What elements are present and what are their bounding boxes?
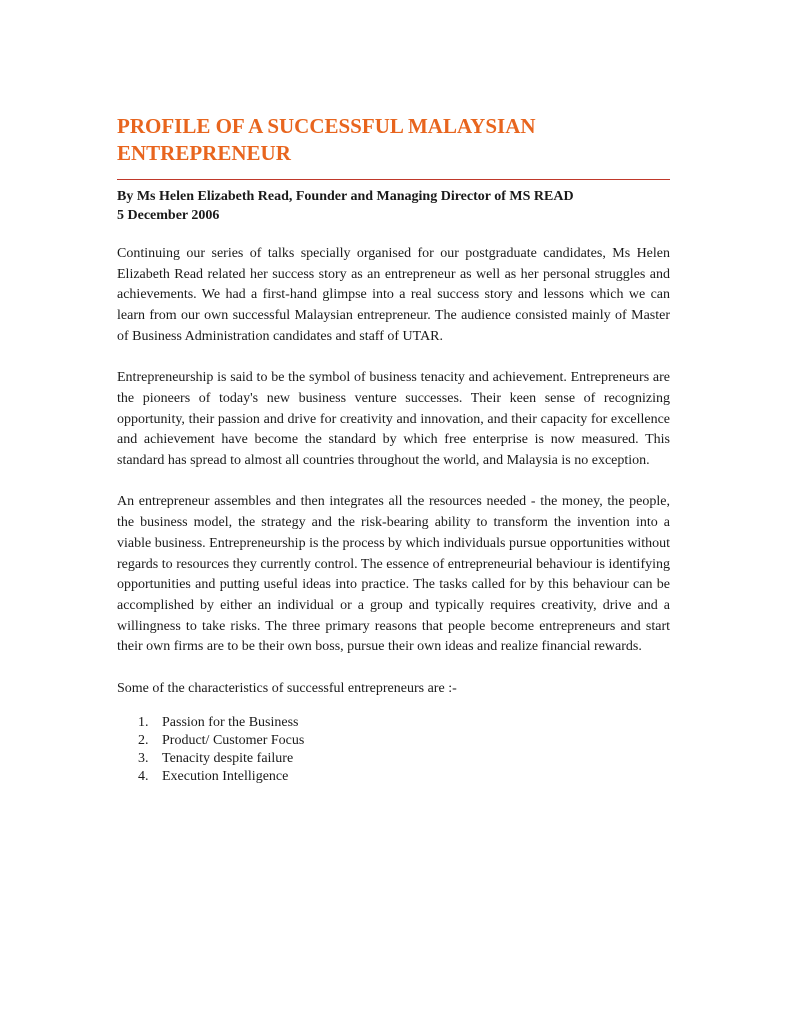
paragraph: Entrepreneurship is said to be the symbol of business tenacity and achievement. Entrepreneurs are the pioneers of today's new business venture successes. Their keen sense of recognizing opportunity, their passion and drive for creativity and innovation, and their capacity for excellence and achievement have become the standard by which free enterprise is now measured. This standard has spread to almost all countries throughout the world, and Malaysia is no exception. [117, 370, 670, 469]
article-body [117, 244, 670, 786]
list-item-text: Execution Intelligence [162, 769, 289, 785]
byline-block [117, 187, 677, 225]
author-byline: By Ms Helen Elizabeth Read, Founder and Managing Director of MS READ [117, 189, 574, 204]
list-item-number: 4. [138, 769, 149, 785]
list-item [117, 750, 670, 768]
title-divider [117, 179, 670, 180]
list-item [117, 768, 670, 786]
document-title: PROFILE OF A SUCCESSFUL MALAYSIAN ENTREPRENEUR [117, 114, 536, 165]
list-item-text: Tenacity despite failure [162, 751, 294, 767]
paragraph: An entrepreneur assembles and then integrates all the resources needed - the money, the people, the business model, the strategy and the risk-bearing ability to transform the invention into a viable business. Entrepreneurship is the process by which individuals pursue opportunities without regards to resources they currently control. The essence of entrepreneurial behaviour is identifying opportunities and putting useful ideas into practice. The tasks called for by this behaviour can be accomplished by either an individual or a group and typically requires creativity, drive and a willingness to take risks. The three primary reasons that people become entrepreneurs and start their own firms are to be their own boss, pursue their own ideas and realize financial rewards. [117, 494, 670, 655]
list-item [117, 714, 670, 732]
publication-date: 5 December 2006 [117, 208, 220, 223]
list-intro: Some of the characteristics of successful entrepreneurs are :- [117, 680, 457, 696]
list-item-number: 2. [138, 733, 149, 749]
list-item-number: 1. [138, 715, 149, 731]
characteristics-list [117, 714, 670, 786]
paragraph: Continuing our series of talks specially organised for our postgraduate candidates, Ms Helen Elizabeth Read related her success story as an entrepreneur as well as her personal struggles and achievements. We had a first-hand glimpse into a real success story and lessons which we can learn from our own successful Malaysian entrepreneur. The audience consisted mainly of Master of Business Administration candidates and staff of UTAR. [117, 246, 670, 344]
list-item-number: 3. [138, 751, 149, 767]
list-item-text: Product/ Customer Focus [162, 733, 305, 749]
list-item-text: Passion for the Business [162, 715, 299, 731]
list-item [117, 732, 670, 750]
